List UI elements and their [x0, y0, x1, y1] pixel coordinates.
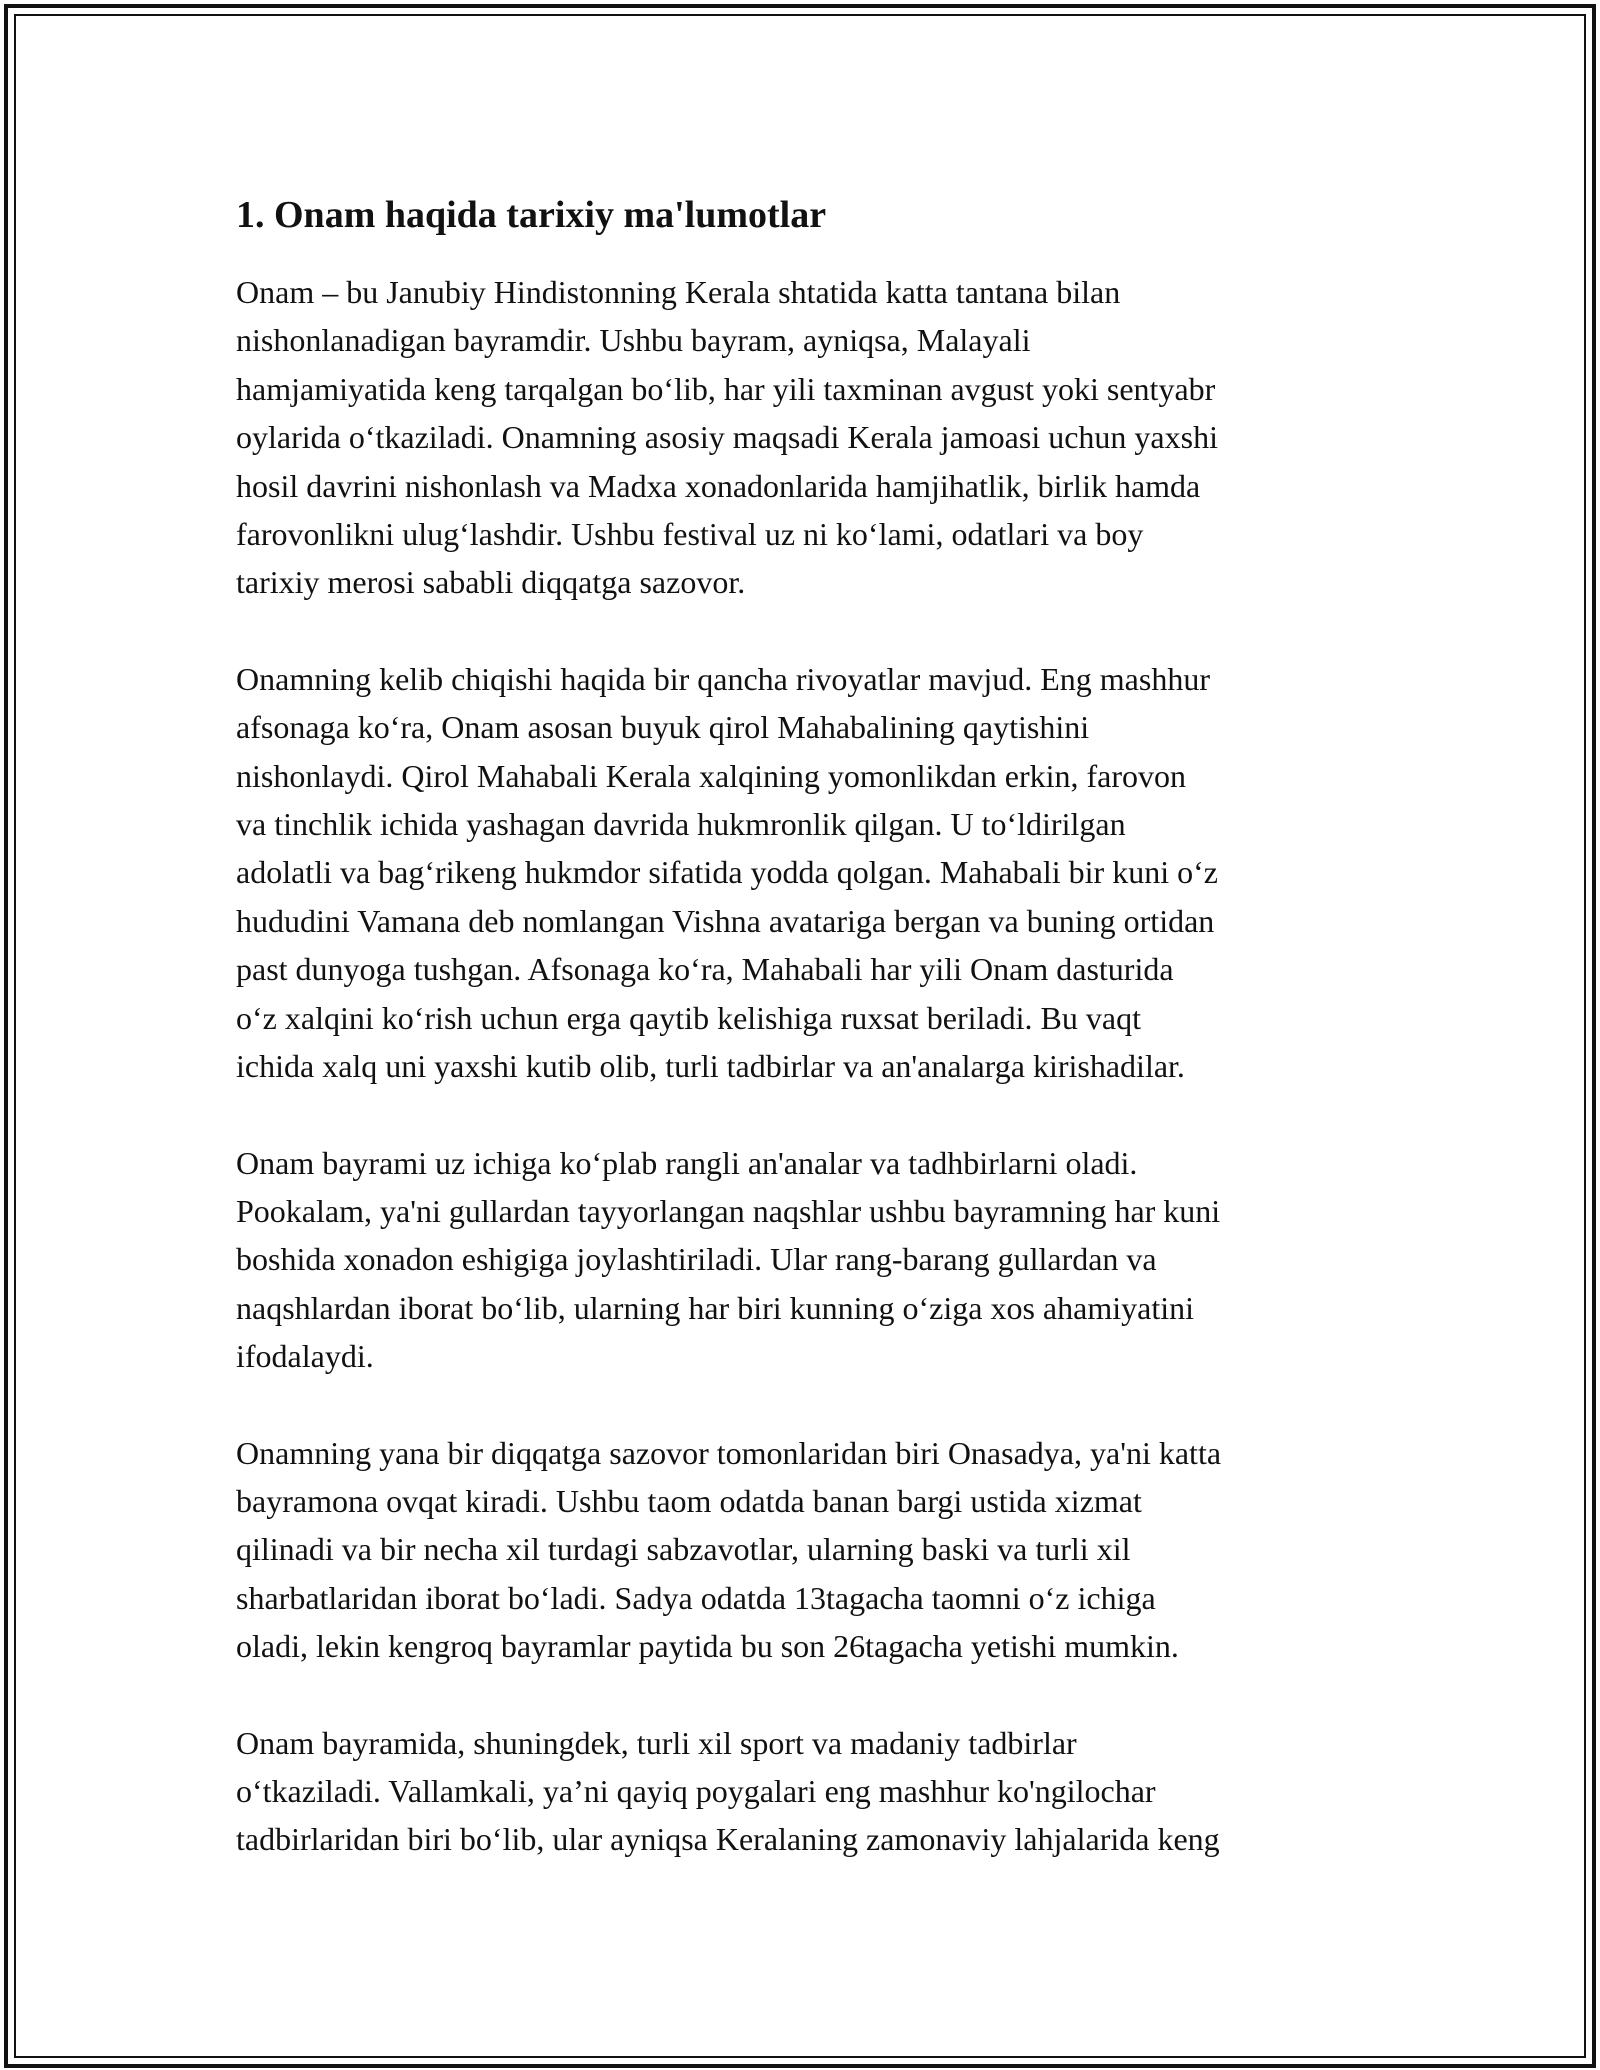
section-heading: 1. Onam haqida tarixiy ma'lumotlar [236, 194, 827, 236]
paragraph-pookalam: Onam bayrami uz ichiga ko‘plab rangli an'analar va tadhbirlarni oladi. Pookalam, ya'ni gullardan tayyorlangan naqshlar ushbu bayramning har kuni boshida xonadon eshigiga joylashtiriladi. Ular rang-barang gullardan va naqshlardan iborat bo‘lib, ularning har biri kunning o‘ziga xos ahamiyatini ifodalaydi. [236, 1144, 1221, 1375]
paragraph-onasadya: Onamning yana bir diqqatga sazovor tomonlaridan biri Onasadya, ya'ni katta bayramona ovqat kiradi. Ushbu taom odatda banan bargi ustida xizmat qilinadi va bir necha xil turdagi sabzavotlar, ularning baski va turli xil sharbatlaridan iborat bo‘ladi. Sadya odatda 13tagacha taomni o‘z ichiga oladi, lekin kengroq bayramlar paytida bu son 26tagacha yetishi mumkin. [236, 1434, 1222, 1665]
paragraph-intro: Onam – bu Janubiy Hindistonning Kerala shtatida katta tantana bilan nishonlanadigan bayramdir. Ushbu bayram, ayniqsa, Malayali hamjamiyatida keng tarqalgan bo‘lib, har yili taxminan avgust yoki sentyabr oylarida o‘tkaziladi. Onamning asosiy maqsadi Kerala jamoasi uchun yaxshi hosil davrini nishonlash va Madxa xonadonlarida hamjihatlik, birlik hamda farovonlikni ulug‘lashdir. Ushbu festival uz ni ko‘lami, odatlari va boy tarixiy merosi sababli diqqatga sazovor. [236, 274, 1218, 601]
document-body [236, 186, 1368, 1912]
paragraph-origin-legend: Onamning kelib chiqishi haqida bir qancha rivoyatlar mavjud. Eng mashhur afsonaga ko‘ra, Onam asosan buyuk qirol Mahabalining qaytishini nishonlaydi. Qirol Mahabali Kerala xalqining yomonlikdan erkin, farovon va tinchlik ichida yashagan davrida hukmronlik qilgan. U to‘ldirilgan adolatli va bag‘rikeng hukmdor sifatida yodda qolgan. Mahabali bir kuni o‘z hududini Vamana deb nomlangan Vishna avatariga bergan va buning ortidan past dunyoga tushgan. Afsonaga ko‘ra, Mahabali har yili Onam dasturida o‘z xalqini ko‘rish uchun erga qaytib kelishiga ruxsat beriladi. Bu vaqt ichida xalq uni yaxshi kutib olib, turli tadbirlar va an'analarga kirishadilar. [236, 660, 1218, 1085]
paragraph-sports-culture: Onam bayramida, shuningdek, turli xil sport va madaniy tadbirlar o‘tkaziladi. Vallamkali, ya’ni qayiq poygalari eng mashhur ko'ngilochar tadbirlaridan biri bo‘lib, ular ayniqsa Keralaning zamonaviy lahjalarida keng [236, 1724, 1220, 1858]
